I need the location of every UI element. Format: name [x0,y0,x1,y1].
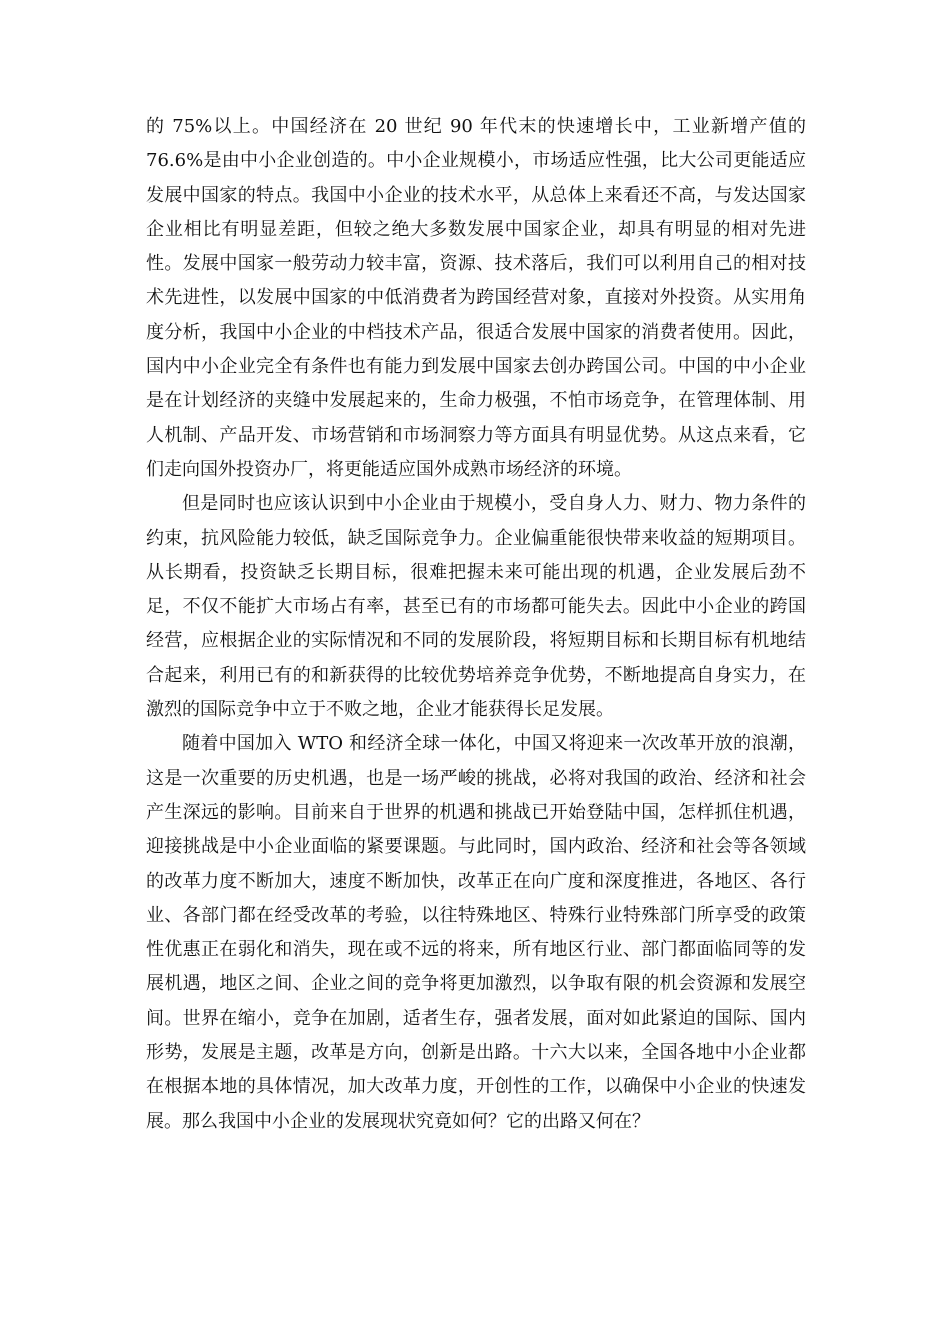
body-text [146,110,806,1139]
paragraph-3: 随着中国加入 WTO 和经济全球一体化，中国又将迎来一次改革开放的浪潮，这是一次重要的历史机遇，也是一场严峻的挑战，必将对我国的政治、经济和社会产生深远的影响。目前来自于世界的机遇和挑战已开始登陆中国，怎样抓住机遇，迎接挑战是中小企业面临的紧要课题。与此同时，国内政治、经济和社会等各领域的改革力度不断加大，速度不断加快，改革正在向广度和深度推进，各地区、各行业、各部门都在经受改革的考验，以往特殊地区、特殊行业特殊部门所享受的政策性优惠正在弱化和消失，现在或不远的将来，所有地区行业、部门都面临同等的发展机遇，地区之间、企业之间的竞争将更加激烈，以争取有限的机会资源和发展空间。世界在缩小，竞争在加剧，适者生存，强者发展，面对如此紧迫的国际、国内形势，发展是主题，改革是方向，创新是出路。十六大以来，全国各地中小企业都在根据本地的具体情况，加大改革力度，开创性的工作，以确保中小企业的快速发展。那么我国中小企业的发展现状究竟如何？它的出路又何在？ [146,733,806,1132]
paragraph-2: 但是同时也应该认识到中小企业由于规模小，受自身人力、财力、物力条件的约束，抗风险能力较低，缺乏国际竞争力。企业偏重能很快带来收益的短期项目。从长期看，投资缺乏长期目标，很难把握未来可能出现的机遇，企业发展后劲不足，不仅不能扩大市场占有率，甚至已有的市场都可能失去。因此中小企业的跨国经营，应根据企业的实际情况和不同的发展阶段，将短期目标和长期目标有机地结合起来，利用已有的和新获得的比较优势培养竞争优势，不断地提高自身实力，在激烈的国际竞争中立于不败之地，企业才能获得长足发展。 [146,493,806,721]
paragraph-1: 的 75%以上。中国经济在 20 世纪 90 年代末的快速增长中，工业新增产值的 76.6%是由中小企业创造的。中小企业规模小，市场适应性强，比大公司更能适应发展中国家的特点。我国中小企业的技术水平，从总体上来看还不高，与发达国家企业相比有明显差距，但较之绝大多数发展中国家企业，却具有明显的相对先进性。发展中国家一般劳动力较丰富，资源、技术落后，我们可以利用自己的相对技术先进性，以发展中国家的中低消费者为跨国经营对象，直接对外投资。从实用角度分析，我国中小企业的中档技术产品，很适合发展中国家的消费者使用。因此，国内中小企业完全有条件也有能力到发展中国家去创办跨国公司。中国的中小企业是在计划经济的夹缝中发展起来的，生命力极强，不怕市场竞争，在管理体制、用人机制、产品开发、市场营销和市场洞察力等方面具有明显优势。从这点来看，它们走向国外投资办厂，将更能适应国外成熟市场经济的环境。 [146,116,806,480]
